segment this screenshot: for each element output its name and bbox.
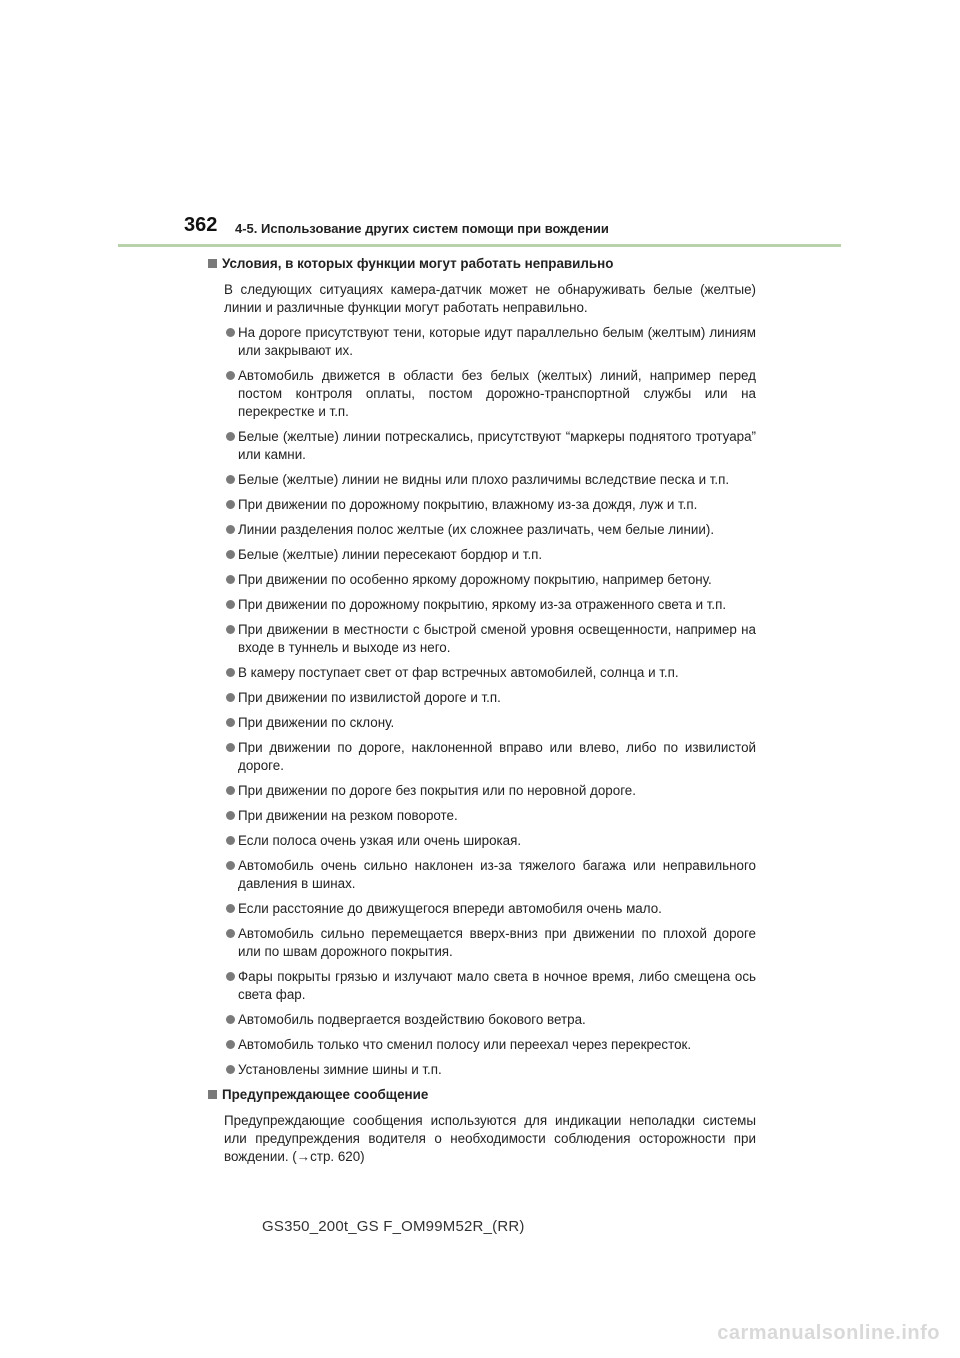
list-item: Автомобиль движется в области без белых (желтых) линий, например перед постом контроля оплаты, постом дорожно-транспортной службы или на перекрестке и т.п. — [208, 367, 756, 421]
bullet-dot-icon — [226, 432, 235, 441]
list-item: Если расстояние до движущегося впереди автомобиля очень мало. — [208, 900, 756, 918]
chapter-title: 4-5. Использование других систем помощи при вождении — [235, 221, 609, 236]
bullet-dot-icon — [226, 475, 235, 484]
list-item: Белые (желтые) линии пересекают бордюр и т.п. — [208, 546, 756, 564]
list-item: Автомобиль очень сильно наклонен из-за тяжелого багажа или неправильного давления в шинах. — [208, 857, 756, 893]
section-intro: В следующих ситуациях камера-датчик может не обнаруживать белые (желтые) линии и различные функции могут работать неправильно. — [224, 282, 756, 315]
bullet-dot-icon — [226, 693, 235, 702]
bullet-dot-icon — [226, 525, 235, 534]
list-item: Автомобиль сильно перемещается вверх-вниз при движении по плохой дороге или по швам дорожного покрытия. — [208, 925, 756, 961]
bullet-dot-icon — [226, 861, 235, 870]
list-item: При движении в местности с быстрой сменой уровня освещенности, например на входе в туннель и выходе из него. — [208, 621, 756, 657]
list-item: При движении по особенно яркому дорожному покрытию, например бетону. — [208, 571, 756, 589]
header-divider — [118, 244, 841, 247]
bullet-dot-icon — [226, 743, 235, 752]
warning-message-text: Предупреждающие сообщения используются для индикации неполадки системы или предупреждения водителя о необходимости соблюдения осторожности при вождении. (→стр. 620) — [224, 1113, 756, 1164]
list-item: При движении по склону. — [208, 714, 756, 732]
list-item: При движении по извилистой дороге и т.п. — [208, 689, 756, 707]
list-item: Белые (желтые) линии не видны или плохо различимы вследствие песка и т.п. — [208, 471, 756, 489]
square-bullet-icon — [208, 1090, 217, 1099]
watermark-logo: carmanualsonline.info — [717, 1322, 940, 1344]
bullet-dot-icon — [226, 786, 235, 795]
list-item: На дороге присутствуют тени, которые идут параллельно белым (желтым) линиям или закрывают их. — [208, 324, 756, 360]
bullet-dot-icon — [226, 718, 235, 727]
document-code: GS350_200t_GS F_OM99M52R_(RR) — [262, 1218, 525, 1235]
bullet-dot-icon — [226, 668, 235, 677]
bullet-dot-icon — [226, 1040, 235, 1049]
bullet-dot-icon — [226, 328, 235, 337]
section-heading-warning — [208, 1086, 756, 1104]
list-item: При движении по дороге без покрытия или по неровной дороге. — [208, 782, 756, 800]
bullet-dot-icon — [226, 929, 235, 938]
list-item: Автомобиль только что сменил полосу или переехал через перекресток. — [208, 1036, 756, 1054]
bullet-dot-icon — [226, 625, 235, 634]
conditions-list — [208, 324, 756, 1079]
bullet-dot-icon — [226, 550, 235, 559]
section-heading-text: Условия, в которых функции могут работать неправильно — [222, 256, 614, 271]
list-item: При движении по дороге, наклоненной вправо или влево, либо по извилистой дороге. — [208, 739, 756, 775]
bullet-dot-icon — [226, 575, 235, 584]
bullet-dot-icon — [226, 1065, 235, 1074]
list-item: Если полоса очень узкая или очень широкая. — [208, 832, 756, 850]
list-item: При движении по дорожному покрытию, яркому из-за отраженного света и т.п. — [208, 596, 756, 614]
bullet-dot-icon — [226, 972, 235, 981]
page-number: 362 — [184, 214, 218, 236]
bullet-dot-icon — [226, 371, 235, 380]
list-item: Автомобиль подвергается воздействию бокового ветра. — [208, 1011, 756, 1029]
bullet-dot-icon — [226, 836, 235, 845]
bullet-dot-icon — [226, 811, 235, 820]
section-heading-text: Предупреждающее сообщение — [222, 1087, 429, 1102]
list-item: Фары покрыты грязью и излучают мало света в ночное время, либо смещена ось света фар. — [208, 968, 756, 1004]
list-item: Линии разделения полос желтые (их сложнее различать, чем белые линии). — [208, 521, 756, 539]
list-item: В камеру поступает свет от фар встречных автомобилей, солнца и т.п. — [208, 664, 756, 682]
list-item: При движении по дорожному покрытию, влажному из-за дождя, луж и т.п. — [208, 496, 756, 514]
page-content — [208, 255, 756, 1166]
square-bullet-icon — [208, 259, 217, 268]
list-item: Установлены зимние шины и т.п. — [208, 1061, 756, 1079]
list-item: При движении на резком повороте. — [208, 807, 756, 825]
bullet-dot-icon — [226, 600, 235, 609]
list-item: Белые (желтые) линии потрескались, присутствуют “маркеры поднятого тротуара” или камни. — [208, 428, 756, 464]
bullet-dot-icon — [226, 904, 235, 913]
section-heading-conditions — [208, 255, 756, 273]
bullet-dot-icon — [226, 1015, 235, 1024]
bullet-dot-icon — [226, 500, 235, 509]
